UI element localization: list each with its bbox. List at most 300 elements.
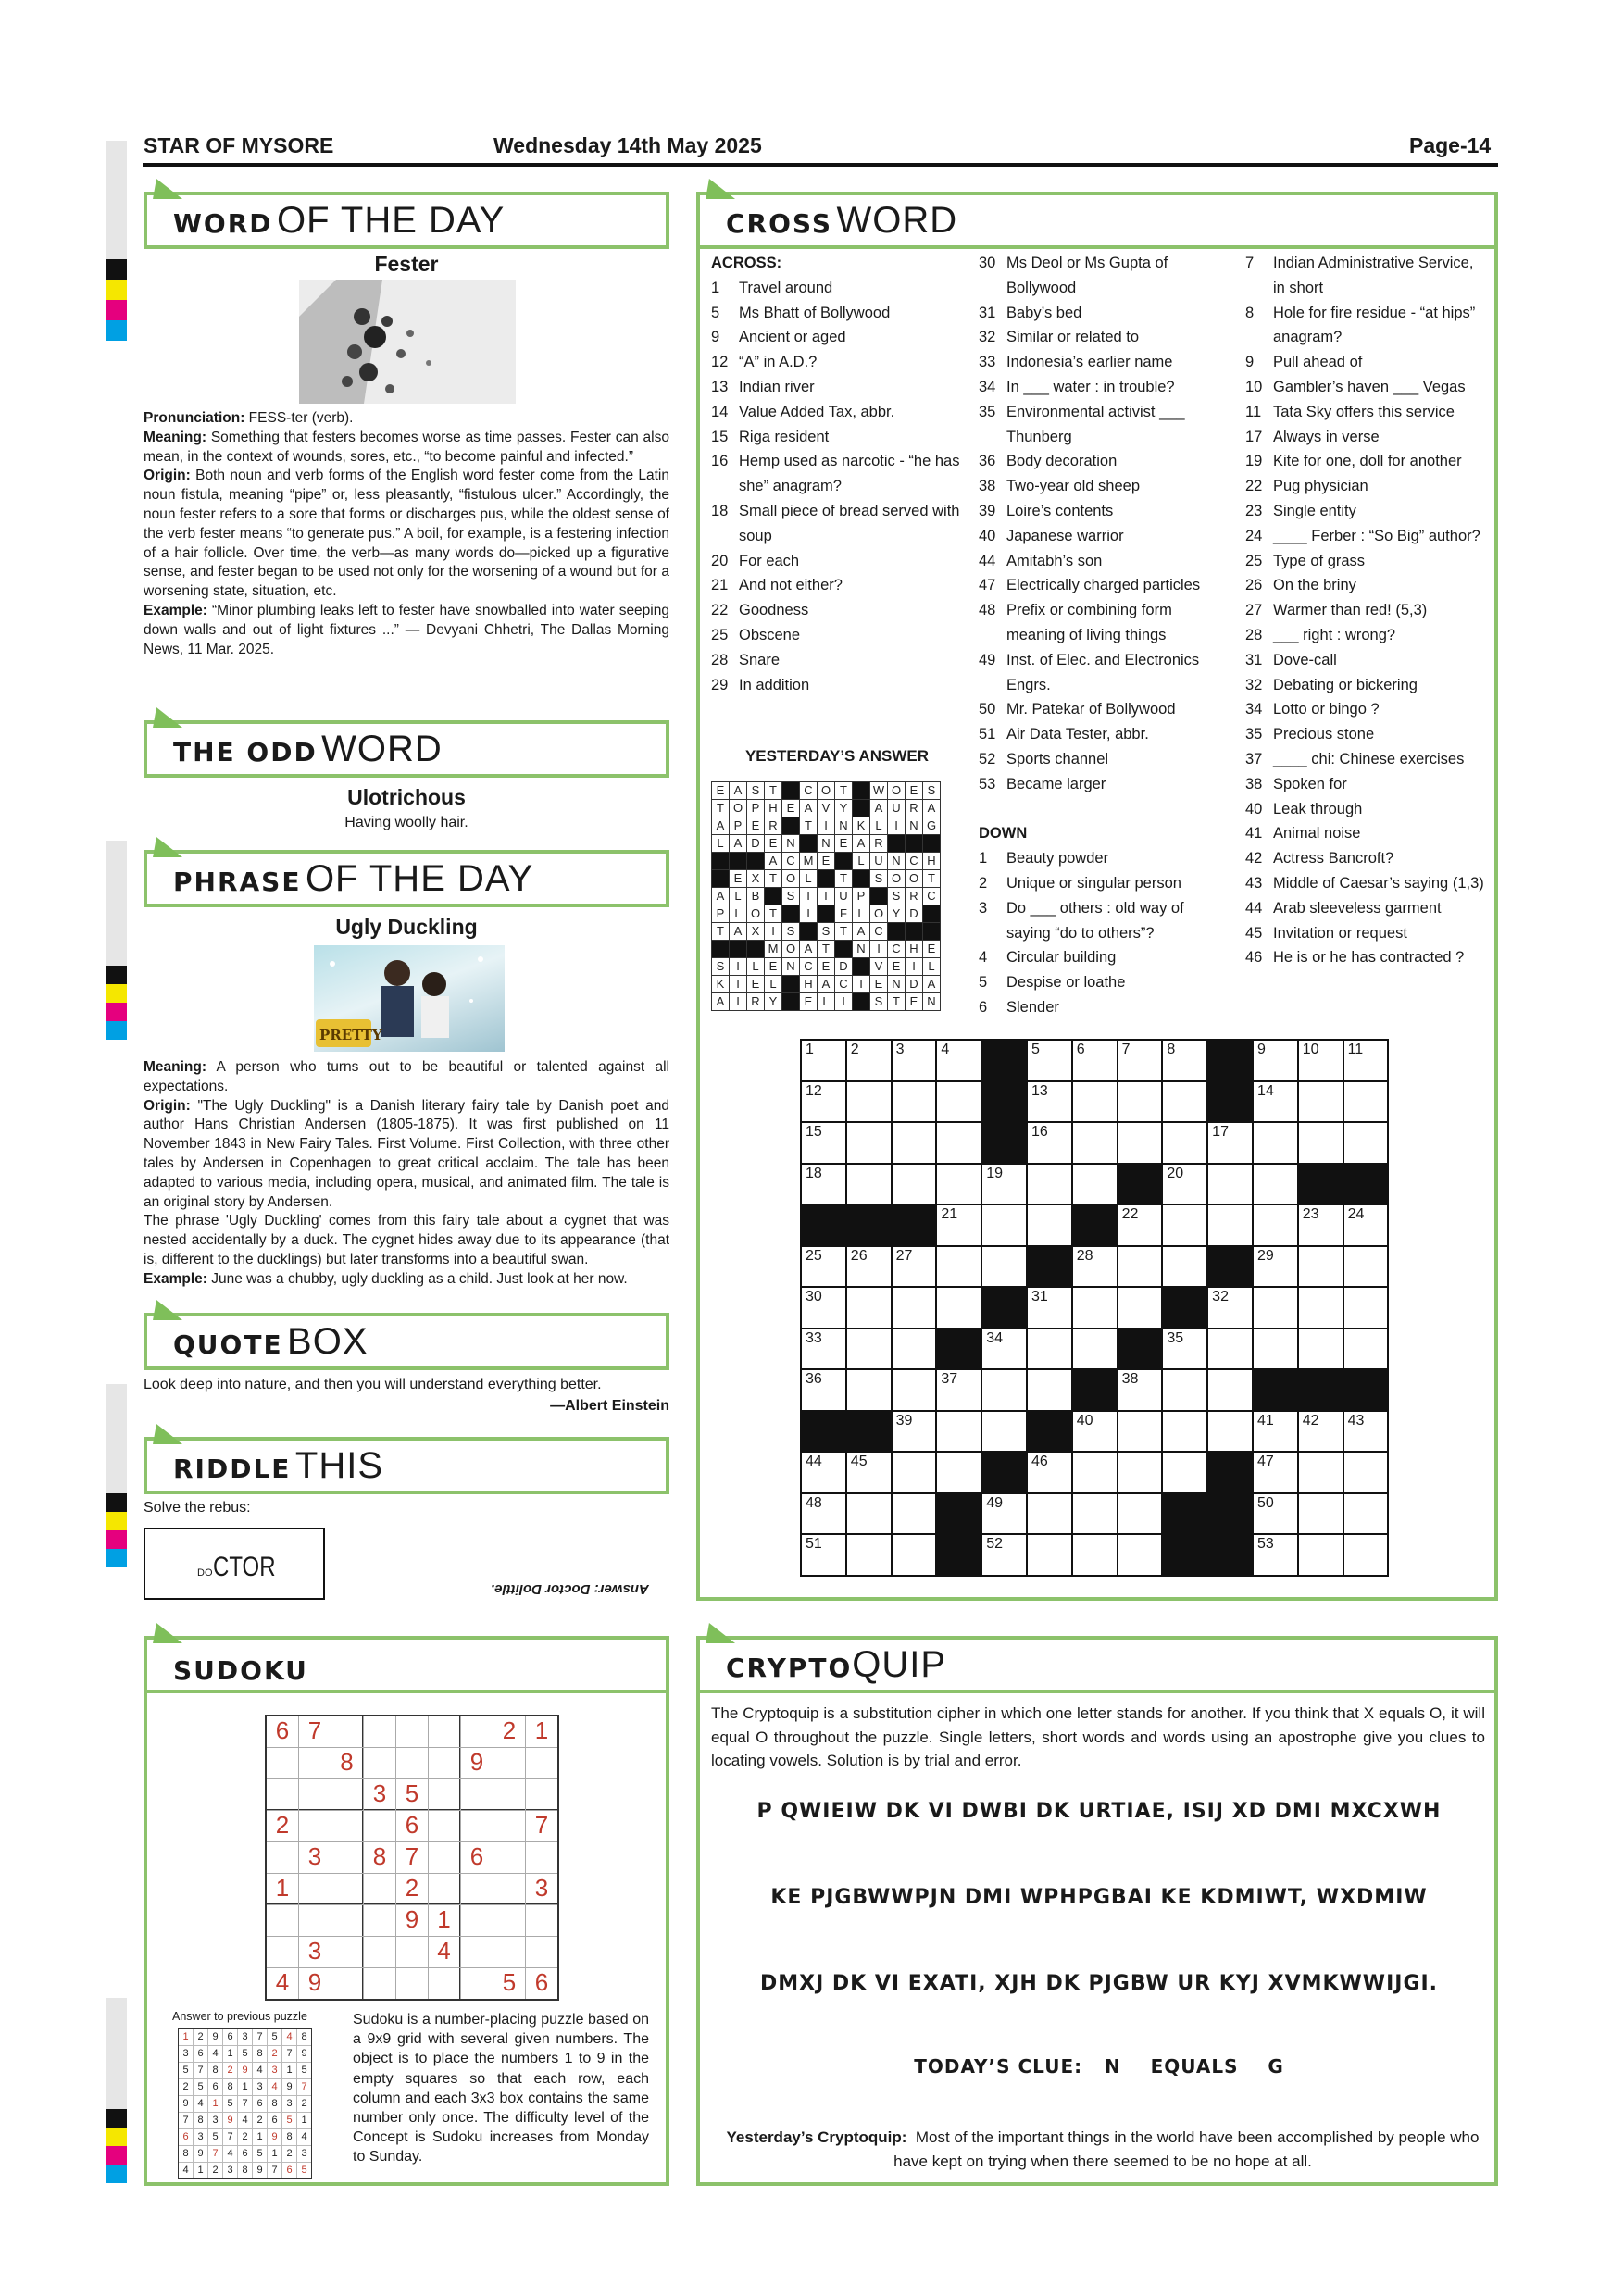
header-rule: [143, 163, 1498, 167]
sudoku-cell[interactable]: [267, 1937, 298, 1967]
crossword-cell[interactable]: [937, 1247, 981, 1287]
answer-block: [782, 905, 799, 922]
crossword-cell[interactable]: [1208, 1205, 1252, 1245]
sudoku-cell[interactable]: [493, 1779, 525, 1810]
clue-text: ____ Ferber : “So Big” author?: [1273, 527, 1480, 544]
clue-number: 24: [1245, 527, 1263, 544]
clue-text: Single entity: [1273, 502, 1356, 519]
crossword-cell[interactable]: [937, 1123, 981, 1163]
crossword-cell[interactable]: [1344, 1288, 1388, 1328]
sudoku-cell[interactable]: [461, 1716, 493, 1747]
origin: Both noun and verb forms of the English word fester come from the Latin noun fistula, meaning “pipe” or, less pleasantly, “fistulous ulcer.” Accordingly, the noun fester refers to a sore that forms or discharges pus, while the oldest sense of the verb fester means “to generate pus.” A boil, for example, is a festering infection of a hair follicle. Over time, the verb—as many words do—picked up a figurative sense, and fester began to be used not only for the worsening of a wound but for a worsening state, situation, etc.: [144, 468, 669, 600]
answer-block: [782, 782, 799, 799]
crossword-cell[interactable]: [1344, 1494, 1388, 1534]
sudoku-cell[interactable]: [396, 1937, 428, 1967]
sudoku-cell[interactable]: [493, 1905, 525, 1936]
answer-letter: S: [782, 888, 799, 905]
crossword-cell[interactable]: [1299, 1082, 1343, 1122]
crossword-cell[interactable]: [893, 1082, 936, 1122]
crossword-cell[interactable]: [1344, 1535, 1388, 1575]
crossword-cell[interactable]: [802, 1165, 845, 1204]
issue-date: Wednesday 14th May 2025: [493, 133, 762, 157]
crossword-cell[interactable]: [1073, 1082, 1117, 1122]
crossword-cell[interactable]: [1208, 1329, 1252, 1369]
sudoku-cell[interactable]: 5: [396, 1779, 428, 1810]
crossword-cell[interactable]: [1028, 1165, 1071, 1204]
crossword-cell[interactable]: [1344, 1453, 1388, 1492]
sudoku-cell[interactable]: [493, 1842, 525, 1873]
crossword-cell[interactable]: [893, 1370, 936, 1410]
crossword-cell[interactable]: [1163, 1329, 1206, 1369]
answer-letter: S: [712, 958, 729, 975]
crossword-cell[interactable]: [937, 1082, 981, 1122]
crossword-cell[interactable]: [1028, 1370, 1071, 1410]
clue-item: [711, 549, 963, 574]
previous-answer-cell: 4: [179, 2163, 193, 2178]
clue-item: [1245, 697, 1488, 722]
pronunciation: FESS-ter (verb).: [248, 410, 354, 426]
crossword-cell[interactable]: [1344, 1123, 1388, 1163]
cell-number: 39: [895, 1412, 913, 1429]
crossword-cell[interactable]: [1118, 1247, 1162, 1287]
sudoku-cell[interactable]: [429, 1748, 460, 1778]
clue-number: 33: [979, 354, 996, 371]
sudoku-cell[interactable]: [331, 1779, 363, 1810]
crossword-cell[interactable]: [893, 1453, 936, 1492]
sudoku-cell[interactable]: [461, 1905, 493, 1936]
crossword-cell[interactable]: [847, 1535, 891, 1575]
crossword-cell[interactable]: [1254, 1412, 1297, 1452]
sudoku-cell[interactable]: [396, 1748, 428, 1778]
sudoku-cell[interactable]: 5: [493, 1968, 525, 1999]
crossword-cell[interactable]: [1163, 1205, 1206, 1245]
crossword-cell[interactable]: [982, 1247, 1026, 1287]
sudoku-cell[interactable]: [364, 1716, 395, 1747]
crossword-cell[interactable]: [1028, 1329, 1071, 1369]
clue-text: Electrically charged particles: [1006, 577, 1201, 594]
crossword-cell[interactable]: [1028, 1288, 1071, 1328]
sudoku-cell[interactable]: [299, 1779, 331, 1810]
answer-letter: D: [747, 835, 764, 852]
crossword-cell[interactable]: [937, 1370, 981, 1410]
crossword-cell[interactable]: [802, 1288, 845, 1328]
clue-number: 47: [979, 577, 996, 594]
crossword-cell[interactable]: [1299, 1247, 1343, 1287]
crossword-cell[interactable]: [1163, 1370, 1206, 1410]
answer-letter: V: [818, 800, 834, 817]
sudoku-cell[interactable]: [429, 1968, 460, 1999]
sudoku-cell[interactable]: [461, 1874, 493, 1904]
cell-number: 34: [986, 1329, 1003, 1346]
sudoku-cell[interactable]: [331, 1874, 363, 1904]
previous-answer-cell: 5: [268, 2029, 281, 2045]
crossword-cell[interactable]: [1344, 1412, 1388, 1452]
sudoku-cell[interactable]: 6: [461, 1842, 493, 1873]
crossword-cell[interactable]: [1073, 1412, 1117, 1452]
crossword-cell[interactable]: [802, 1329, 845, 1369]
sudoku-cell[interactable]: [461, 1779, 493, 1810]
crossword-cell[interactable]: [1163, 1082, 1206, 1122]
crossword-cell[interactable]: [937, 1165, 981, 1204]
crossword-cell[interactable]: [893, 1494, 936, 1534]
crossword-cell[interactable]: [1118, 1494, 1162, 1534]
crossword-cell[interactable]: [1163, 1123, 1206, 1163]
crossword-cell[interactable]: [1118, 1123, 1162, 1163]
answer-letter: P: [853, 888, 869, 905]
sudoku-cell[interactable]: 6: [267, 1716, 298, 1747]
sudoku-cell[interactable]: [364, 1937, 395, 1967]
crossword-cell[interactable]: [1118, 1205, 1162, 1245]
sudoku-cell[interactable]: 7: [299, 1716, 331, 1747]
crossword-cell[interactable]: [802, 1123, 845, 1163]
crossword-cell[interactable]: [1254, 1453, 1297, 1492]
crossword-cell[interactable]: [982, 1412, 1026, 1452]
sudoku-cell[interactable]: [364, 1968, 395, 1999]
crossword-cell[interactable]: [1028, 1123, 1071, 1163]
crossword-cell[interactable]: [1073, 1041, 1117, 1080]
crossword-cell[interactable]: [1118, 1082, 1162, 1122]
crossword-cell[interactable]: [1254, 1288, 1297, 1328]
sudoku-cell[interactable]: [493, 1748, 525, 1778]
clue-item: [1245, 375, 1488, 400]
sudoku-cell[interactable]: 1: [267, 1874, 298, 1904]
crossword-cell[interactable]: [1028, 1494, 1071, 1534]
answer-letter: A: [800, 800, 817, 817]
sudoku-cell[interactable]: 9: [299, 1968, 331, 1999]
sudoku-cell[interactable]: 3: [526, 1874, 557, 1904]
crossword-block: [1208, 1082, 1252, 1122]
crossword-cell[interactable]: [937, 1041, 981, 1080]
crossword-cell[interactable]: [1073, 1535, 1117, 1575]
crossword-cell[interactable]: [1118, 1412, 1162, 1452]
crossword-cell[interactable]: [1299, 1494, 1343, 1534]
crossword-cell[interactable]: [937, 1412, 981, 1452]
crossword-cell[interactable]: [847, 1453, 891, 1492]
sudoku-cell[interactable]: [331, 1905, 363, 1936]
clue-item: [979, 301, 1221, 326]
answer-letter: R: [870, 835, 887, 852]
previous-answer-cell: 4: [282, 2029, 296, 2045]
label: Origin:: [144, 468, 191, 484]
crossword-cell[interactable]: [1163, 1412, 1206, 1452]
sudoku-cell[interactable]: 6: [396, 1811, 428, 1841]
previous-answer-cell: 3: [179, 2046, 193, 2062]
crossword-cell[interactable]: [847, 1247, 891, 1287]
crossword-cell[interactable]: [1254, 1494, 1297, 1534]
crossword-cell[interactable]: [982, 1329, 1026, 1369]
previous-answer-cell: 9: [194, 2146, 207, 2162]
crossword-cell[interactable]: [1254, 1041, 1297, 1080]
sudoku-cell[interactable]: 1: [429, 1905, 460, 1936]
crossword-cell[interactable]: [802, 1535, 845, 1575]
crossword-cell[interactable]: [1163, 1247, 1206, 1287]
crossword-cell[interactable]: [802, 1247, 845, 1287]
crossword-block: [847, 1205, 891, 1245]
sudoku-cell[interactable]: 8: [331, 1748, 363, 1778]
sudoku-cell[interactable]: [461, 1937, 493, 1967]
crossword-cell[interactable]: [847, 1329, 891, 1369]
answer-letter: L: [853, 905, 869, 922]
sudoku-cell[interactable]: [299, 1748, 331, 1778]
crossword-cell[interactable]: [1208, 1165, 1252, 1204]
crossword-cell[interactable]: [1118, 1288, 1162, 1328]
sudoku-cell[interactable]: [493, 1937, 525, 1967]
crossword-cell[interactable]: [1073, 1453, 1117, 1492]
answer-letter: C: [835, 976, 852, 992]
clue-text: In ___ water : in trouble?: [1006, 378, 1175, 395]
crossword-cell[interactable]: [802, 1494, 845, 1534]
sudoku-cell[interactable]: 6: [526, 1968, 557, 1999]
crossword-cell[interactable]: [1118, 1453, 1162, 1492]
sudoku-cell[interactable]: [526, 1905, 557, 1936]
clue-number: 27: [1245, 602, 1263, 619]
crossword-cell[interactable]: [1028, 1205, 1071, 1245]
answer-letter: T: [818, 941, 834, 957]
crossword-cell[interactable]: [982, 1535, 1026, 1575]
previous-answer-cell: 1: [194, 2163, 207, 2178]
sudoku-cell[interactable]: [461, 1968, 493, 1999]
sudoku-cell[interactable]: [299, 1811, 331, 1841]
crossword-cell[interactable]: [1254, 1082, 1297, 1122]
section-title-big: WORD: [321, 729, 443, 769]
sudoku-cell[interactable]: [461, 1811, 493, 1841]
crossword-cell[interactable]: [847, 1288, 891, 1328]
sudoku-cell[interactable]: [493, 1874, 525, 1904]
crossword-cell[interactable]: [1344, 1041, 1388, 1080]
crossword-cell[interactable]: [893, 1412, 936, 1452]
crossword-cell[interactable]: [1299, 1412, 1343, 1452]
sudoku-cell[interactable]: 9: [461, 1748, 493, 1778]
sudoku-cell[interactable]: 2: [396, 1874, 428, 1904]
crossword-cell[interactable]: [1299, 1205, 1343, 1245]
crossword-cell[interactable]: [1118, 1041, 1162, 1080]
section-title-small: THE ODD: [173, 737, 318, 767]
riddle-answer: Answer: Doctor Dolittle.: [491, 1581, 649, 1597]
crossword-cell[interactable]: [1299, 1535, 1343, 1575]
answer-letter: C: [870, 923, 887, 940]
sudoku-cell[interactable]: [429, 1811, 460, 1841]
crossword-cell[interactable]: [1028, 1041, 1071, 1080]
crossword-cell[interactable]: [1118, 1535, 1162, 1575]
sudoku-cell[interactable]: [267, 1748, 298, 1778]
crossword-cell[interactable]: [982, 1205, 1026, 1245]
crossword-cell[interactable]: [937, 1205, 981, 1245]
clue-text: Became larger: [1006, 775, 1106, 792]
sudoku-cell[interactable]: [429, 1779, 460, 1810]
sudoku-cell[interactable]: [299, 1905, 331, 1936]
crossword-block: [1163, 1288, 1206, 1328]
clue-number: 37: [1245, 750, 1263, 767]
clue-text: Middle of Caesar’s saying (1,3): [1273, 874, 1484, 892]
crossword-cell[interactable]: [1118, 1370, 1162, 1410]
cell-number: 47: [1256, 1454, 1274, 1469]
sudoku-cell[interactable]: [299, 1874, 331, 1904]
crossword-cell[interactable]: [1073, 1165, 1117, 1204]
sudoku-cell[interactable]: [429, 1874, 460, 1904]
crossword-cell[interactable]: [937, 1453, 981, 1492]
sudoku-cell[interactable]: [267, 1842, 298, 1873]
sudoku-cell[interactable]: [331, 1811, 363, 1841]
cell-number: 3: [895, 1042, 905, 1057]
sudoku-cell[interactable]: [526, 1842, 557, 1873]
crossword-cell[interactable]: [1299, 1123, 1343, 1163]
sudoku-cell[interactable]: 8: [364, 1842, 395, 1873]
crossword-cell[interactable]: [1028, 1453, 1071, 1492]
sudoku-cell[interactable]: [331, 1937, 363, 1967]
sudoku-cell[interactable]: [429, 1716, 460, 1747]
previous-answer-cell: 2: [253, 2113, 267, 2128]
crossword-cell[interactable]: [1163, 1453, 1206, 1492]
sudoku-cell[interactable]: 9: [396, 1905, 428, 1936]
crossword-cell[interactable]: [982, 1494, 1026, 1534]
answer-letter: T: [818, 888, 834, 905]
clue-item: [711, 449, 963, 499]
sudoku-cell[interactable]: 4: [429, 1937, 460, 1967]
sudoku-cell[interactable]: [331, 1968, 363, 1999]
cell-number: 53: [1256, 1536, 1274, 1552]
crossword-cell[interactable]: [1163, 1165, 1206, 1204]
crossword-cell[interactable]: [893, 1165, 936, 1204]
sudoku-cell[interactable]: 2: [493, 1716, 525, 1747]
sudoku-cell[interactable]: [429, 1842, 460, 1873]
answer-letter: L: [730, 888, 746, 905]
clue-item: [1245, 449, 1488, 474]
crossword-cell[interactable]: [1073, 1329, 1117, 1369]
crossword-cell[interactable]: [1254, 1535, 1297, 1575]
crossword-cell[interactable]: [893, 1288, 936, 1328]
sudoku-cell[interactable]: 7: [396, 1842, 428, 1873]
crossword-cell[interactable]: [1254, 1165, 1297, 1204]
clue-number: 28: [711, 651, 729, 668]
crossword-cell[interactable]: [847, 1165, 891, 1204]
answer-letter: P: [747, 800, 764, 817]
crossword-cell[interactable]: [893, 1247, 936, 1287]
crossword-cell[interactable]: [1299, 1453, 1343, 1492]
crossword-cell[interactable]: [802, 1370, 845, 1410]
answer-letter: G: [923, 817, 940, 834]
sudoku-cell[interactable]: [364, 1811, 395, 1841]
crossword-cell[interactable]: [893, 1123, 936, 1163]
sudoku-cell[interactable]: [331, 1842, 363, 1873]
sudoku-cell[interactable]: [364, 1748, 395, 1778]
cell-number: 36: [806, 1371, 822, 1387]
flag-icon: [153, 1424, 186, 1444]
crossword-cell[interactable]: [893, 1535, 936, 1575]
sudoku-cell[interactable]: [493, 1811, 525, 1841]
crossword-cell[interactable]: [1254, 1123, 1297, 1163]
previous-answer-cell: 4: [194, 2096, 207, 2112]
answer-letter: M: [800, 853, 817, 869]
crossword-cell[interactable]: [1254, 1205, 1297, 1245]
sudoku-cell[interactable]: 3: [364, 1779, 395, 1810]
crossword-cell[interactable]: [847, 1123, 891, 1163]
crossword-cell[interactable]: [802, 1453, 845, 1492]
crossword-cell[interactable]: [893, 1329, 936, 1369]
sudoku-cell[interactable]: [267, 1779, 298, 1810]
crossword-cell[interactable]: [1254, 1329, 1297, 1369]
sudoku-cell[interactable]: 1: [526, 1716, 557, 1747]
crossword-cell[interactable]: [1344, 1082, 1388, 1122]
crossword-cell[interactable]: [1208, 1370, 1252, 1410]
sudoku-cell[interactable]: [396, 1968, 428, 1999]
crossword-cell[interactable]: [847, 1370, 891, 1410]
crossword-cell[interactable]: [1299, 1329, 1343, 1369]
sudoku-cell[interactable]: [526, 1937, 557, 1967]
clue-number: 25: [1245, 552, 1263, 569]
crossword-cell[interactable]: [1073, 1123, 1117, 1163]
answer-block: [730, 853, 746, 869]
sudoku-cell[interactable]: [526, 1748, 557, 1778]
sudoku-cell[interactable]: 2: [267, 1811, 298, 1841]
sudoku-cell[interactable]: [526, 1779, 557, 1810]
crossword-cell[interactable]: [1254, 1247, 1297, 1287]
sudoku-cell[interactable]: 3: [299, 1937, 331, 1967]
crossword-cell[interactable]: [1028, 1535, 1071, 1575]
clue-text: Prefix or combining form meaning of living things: [1006, 602, 1172, 643]
crossword-cell[interactable]: [1299, 1288, 1343, 1328]
crossword-cell[interactable]: [802, 1082, 845, 1122]
clue-number: 32: [1245, 676, 1263, 693]
crossword-cell[interactable]: [1163, 1041, 1206, 1080]
answer-block: [923, 923, 940, 940]
crossword-cell[interactable]: [1208, 1412, 1252, 1452]
crossword-cell[interactable]: [1073, 1288, 1117, 1328]
cell-number: 51: [806, 1536, 822, 1552]
cell-number: 27: [895, 1247, 913, 1264]
answer-letter: S: [782, 923, 799, 940]
sudoku-cell[interactable]: [331, 1716, 363, 1747]
previous-answer-cell: 8: [253, 2046, 267, 2062]
crossword-cell[interactable]: [1073, 1494, 1117, 1534]
crossword-cell[interactable]: [847, 1082, 891, 1122]
sudoku-cell[interactable]: [267, 1905, 298, 1936]
meaning: A person who turns out to be beautiful or talented against all expectations.: [144, 1059, 670, 1094]
answer-letter: I: [870, 941, 887, 957]
previous-answer-cell: 6: [282, 2163, 296, 2178]
sudoku-cell[interactable]: [396, 1716, 428, 1747]
crossword-cell[interactable]: [1344, 1205, 1388, 1245]
crossword-cell[interactable]: [1073, 1247, 1117, 1287]
sudoku-cell[interactable]: 4: [267, 1968, 298, 1999]
crossword-cell[interactable]: [1028, 1082, 1071, 1122]
answer-letter: E: [906, 993, 922, 1010]
crossword-block: [1208, 1494, 1252, 1534]
clue-number: 16: [711, 453, 729, 470]
sudoku-cell[interactable]: 3: [299, 1842, 331, 1873]
crossword-cell[interactable]: [847, 1041, 891, 1080]
sudoku-cell[interactable]: 7: [526, 1811, 557, 1841]
word-of-day-image: [299, 280, 516, 404]
crossword-cell[interactable]: [1299, 1041, 1343, 1080]
crossword-cell[interactable]: [893, 1041, 936, 1080]
crossword-cell[interactable]: [1344, 1329, 1388, 1369]
crossword-cell[interactable]: [982, 1370, 1026, 1410]
label: Origin:: [144, 1097, 191, 1114]
poster-title: PRETTY: [319, 1027, 382, 1043]
riddle-header: [144, 1437, 669, 1494]
crossword-cell[interactable]: [847, 1494, 891, 1534]
clue-number: 43: [1245, 874, 1263, 892]
crossword-cell[interactable]: [1208, 1288, 1252, 1328]
crossword-cell[interactable]: [937, 1288, 981, 1328]
sudoku-cell[interactable]: [364, 1874, 395, 1904]
crossword-cell[interactable]: [1208, 1123, 1252, 1163]
sudoku-cell[interactable]: [364, 1905, 395, 1936]
crossword-cell[interactable]: [802, 1041, 845, 1080]
crossword-cell[interactable]: [982, 1165, 1026, 1204]
crossword-cell[interactable]: [1344, 1247, 1388, 1287]
previous-answer-cell: 7: [268, 2163, 281, 2178]
